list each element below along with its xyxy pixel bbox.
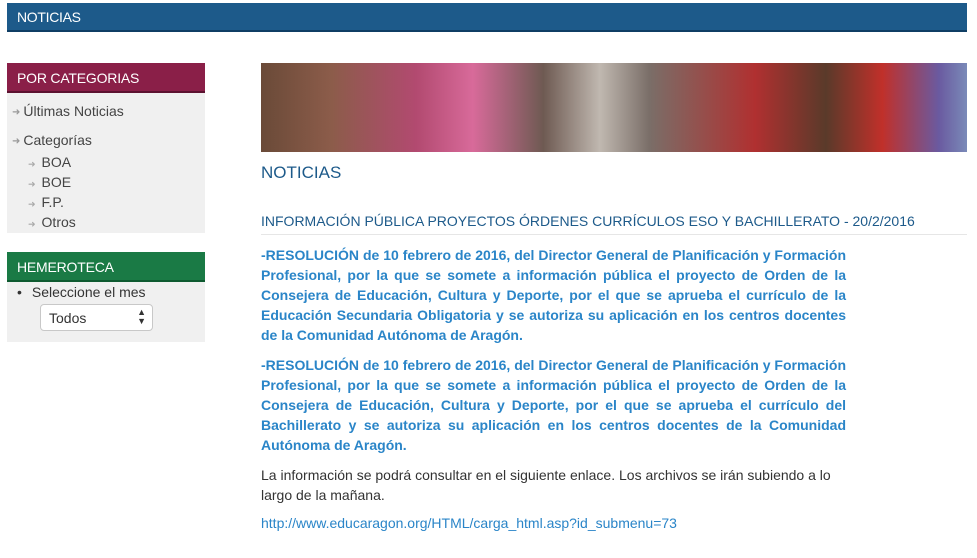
educaragon-link[interactable]: http://www.educaragon.org/HTML/carga_html.asp?id_submenu=73 — [261, 515, 677, 531]
subitem-boe[interactable] — [28, 174, 71, 190]
menu-item-label: Últimas Noticias — [23, 103, 124, 119]
menu-item-ultimas-noticias[interactable] — [12, 103, 124, 119]
header-title: NOTICIAS — [17, 9, 81, 25]
month-select[interactable] — [40, 304, 153, 331]
subitem-label: F.P. — [41, 194, 64, 210]
menu-item-categorias[interactable] — [12, 132, 92, 148]
article-paragraph-1: -RESOLUCIÓN de 10 febrero de 2016, del Director General de Planificación y Formación Profesional, por la que se somete a información pública el proyecto de Orden de la Consejera de Educación, Cultura y Deporte, por el que se aprueba el currículo de la Educación Secundaria Obligatoria y se autoriza su aplicación en los centros docentes de la Comunidad Autónoma de Aragón. — [261, 247, 846, 343]
categories-panel — [7, 63, 205, 233]
banner-image — [261, 63, 967, 152]
subitem-label: BOE — [41, 174, 72, 190]
subitem-otros[interactable] — [28, 214, 76, 230]
updown-caret-icon: ▲ ▼ — [137, 307, 146, 326]
arrow-right-icon: ➜ — [28, 159, 36, 169]
arrow-right-icon: ➜ — [12, 107, 21, 118]
categories-panel-title: POR CATEGORIAS — [7, 63, 205, 93]
subitem-fp[interactable] — [28, 194, 64, 210]
subitem-boa[interactable] — [28, 154, 71, 170]
arrow-right-icon: ➜ — [12, 136, 21, 147]
header-bar — [7, 3, 967, 32]
article-paragraph-3: La información se podrá consultar en el siguiente enlace. Los archivos se irán subiendo a lo largo de la mañana. — [261, 467, 831, 503]
article-paragraph-2: -RESOLUCIÓN de 10 febrero de 2016, del Director General de Planificación y Formación Profesional, por la que se somete a información pública el proyecto de Orden de la Consejera de Educación, Cultura y Deporte, por el que se aprueba el currículo del Bachillerato y se autoriza su aplicación en los centros docentes de la Comunidad Autónoma de Aragón. — [261, 357, 846, 453]
subitem-label: BOA — [41, 154, 72, 170]
arrow-right-icon: ➜ — [28, 179, 36, 189]
hemeroteca-panel-title: HEMEROTECA — [7, 252, 205, 282]
arrow-right-icon: ➜ — [28, 219, 36, 229]
bullet-icon: • — [17, 284, 22, 300]
article-title[interactable]: INFORMACIÓN PÚBLICA PROYECTOS ÓRDENES CURRÍCULOS ESO Y BACHILLERATO - 20/2/2016 — [261, 213, 915, 229]
month-select-value: Todos — [49, 310, 87, 326]
subitem-label: Otros — [41, 214, 76, 230]
hemeroteca-panel — [7, 252, 205, 342]
divider — [261, 234, 967, 235]
menu-item-label: Categorías — [23, 132, 92, 148]
month-select-label — [17, 284, 146, 300]
bullet-label: Seleccione el mes — [31, 284, 146, 300]
arrow-right-icon: ➜ — [28, 199, 36, 209]
page-title: NOTICIAS — [261, 163, 342, 182]
